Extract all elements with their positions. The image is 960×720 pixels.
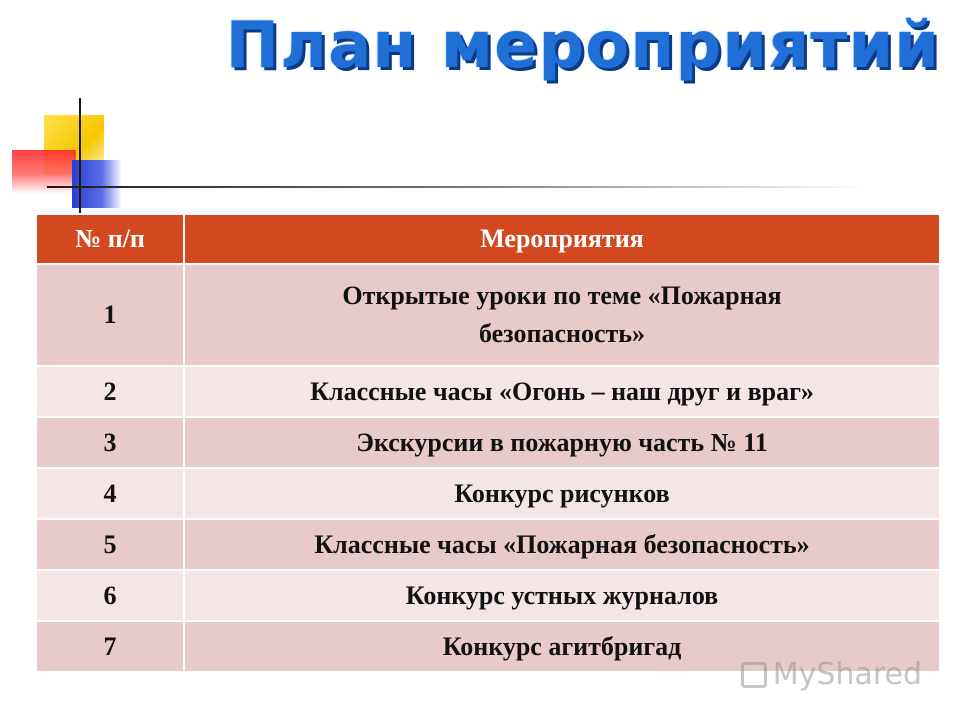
row-number: 6 (36, 570, 184, 621)
header-number: № п/п (36, 214, 184, 264)
row-event: Открытые уроки по теме «Пожарная безопасность» (184, 264, 940, 366)
slide-title: План мероприятий (225, 9, 940, 83)
row-event: Конкурс устных журналов (184, 570, 940, 621)
events-table (35, 213, 941, 673)
row-event: Конкурс агитбригад (184, 621, 940, 672)
row-event: Экскурсии в пожарную часть № 11 (184, 417, 940, 468)
watermark (741, 657, 922, 692)
row-event: Конкурс рисунков (184, 468, 940, 519)
table-row (36, 519, 940, 570)
table-row (36, 468, 940, 519)
row-number: 7 (36, 621, 184, 672)
table-row (36, 570, 940, 621)
row-event: Классные часы «Пожарная безопасность» (184, 519, 940, 570)
decor-horizontal-line (47, 186, 867, 188)
table-row (36, 417, 940, 468)
table-row (36, 366, 940, 417)
table-header-row (36, 214, 940, 264)
row-event: Классные часы «Огонь – наш друг и враг» (184, 366, 940, 417)
table-row (36, 264, 940, 366)
decor-vertical-line (79, 98, 81, 216)
presentation-icon (741, 662, 767, 688)
row-number: 5 (36, 519, 184, 570)
watermark-text: MyShared (772, 657, 922, 692)
row-number: 3 (36, 417, 184, 468)
row-number: 1 (36, 264, 184, 366)
row-number: 2 (36, 366, 184, 417)
header-events: Мероприятия (184, 214, 940, 264)
row-number: 4 (36, 468, 184, 519)
